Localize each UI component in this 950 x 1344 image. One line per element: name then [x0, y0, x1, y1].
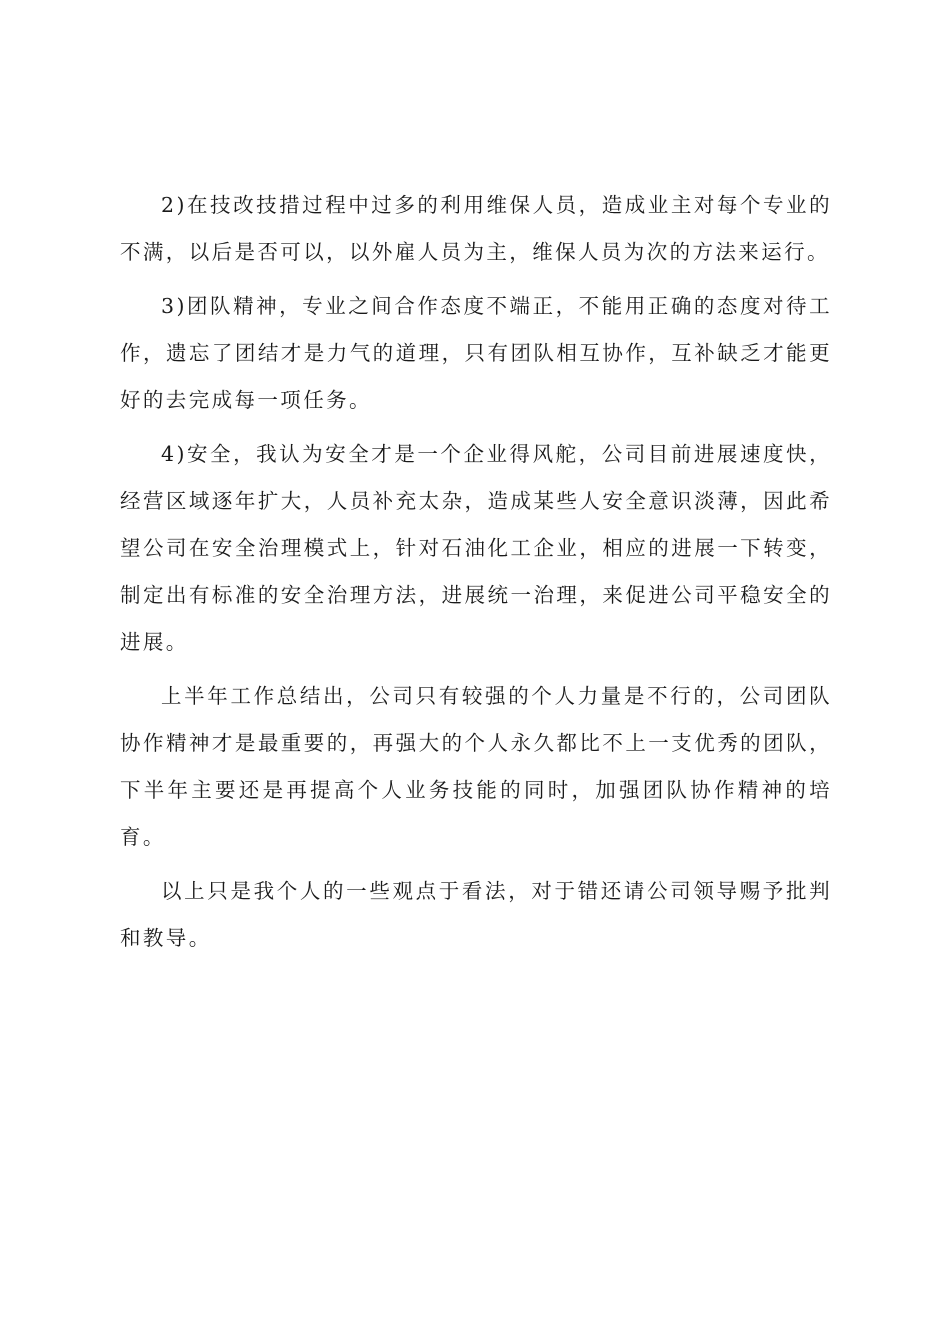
paragraph-item-4: 4)安全，我认为安全才是一个企业得风舵，公司目前进展速度快，经营区域逐年扩大，人员补充太杂，造成某些人安全意识淡薄，因此希望公司在安全治理模式上，针对石油化工企业，相应的进展一下转变，制定出有标准的安全治理方法，进展统一治理，来促进公司平稳安全的进展。 — [120, 442, 832, 654]
document-page — [120, 182, 832, 969]
paragraph-closing: 以上只是我个人的一些观点于看法，对于错还请公司领导赐予批判和教导。 — [120, 879, 832, 950]
paragraph-item-2: 2)在技改技措过程中过多的利用维保人员，造成业主对每个专业的不满，以后是否可以，以外雇人员为主，维保人员为次的方法来运行。 — [120, 193, 832, 264]
paragraph-summary: 上半年工作总结出，公司只有较强的个人力量是不行的，公司团队协作精神才是最重要的，再强大的个人永久都比不上一支优秀的团队，下半年主要还是再提高个人业务技能的同时，加强团队协作精神的培育。 — [120, 684, 832, 849]
paragraph-item-3: 3)团队精神，专业之间合作态度不端正，不能用正确的态度对待工作，遗忘了团结才是力气的道理，只有团队相互协作，互补缺乏才能更好的去完成每一项任务。 — [120, 294, 832, 412]
